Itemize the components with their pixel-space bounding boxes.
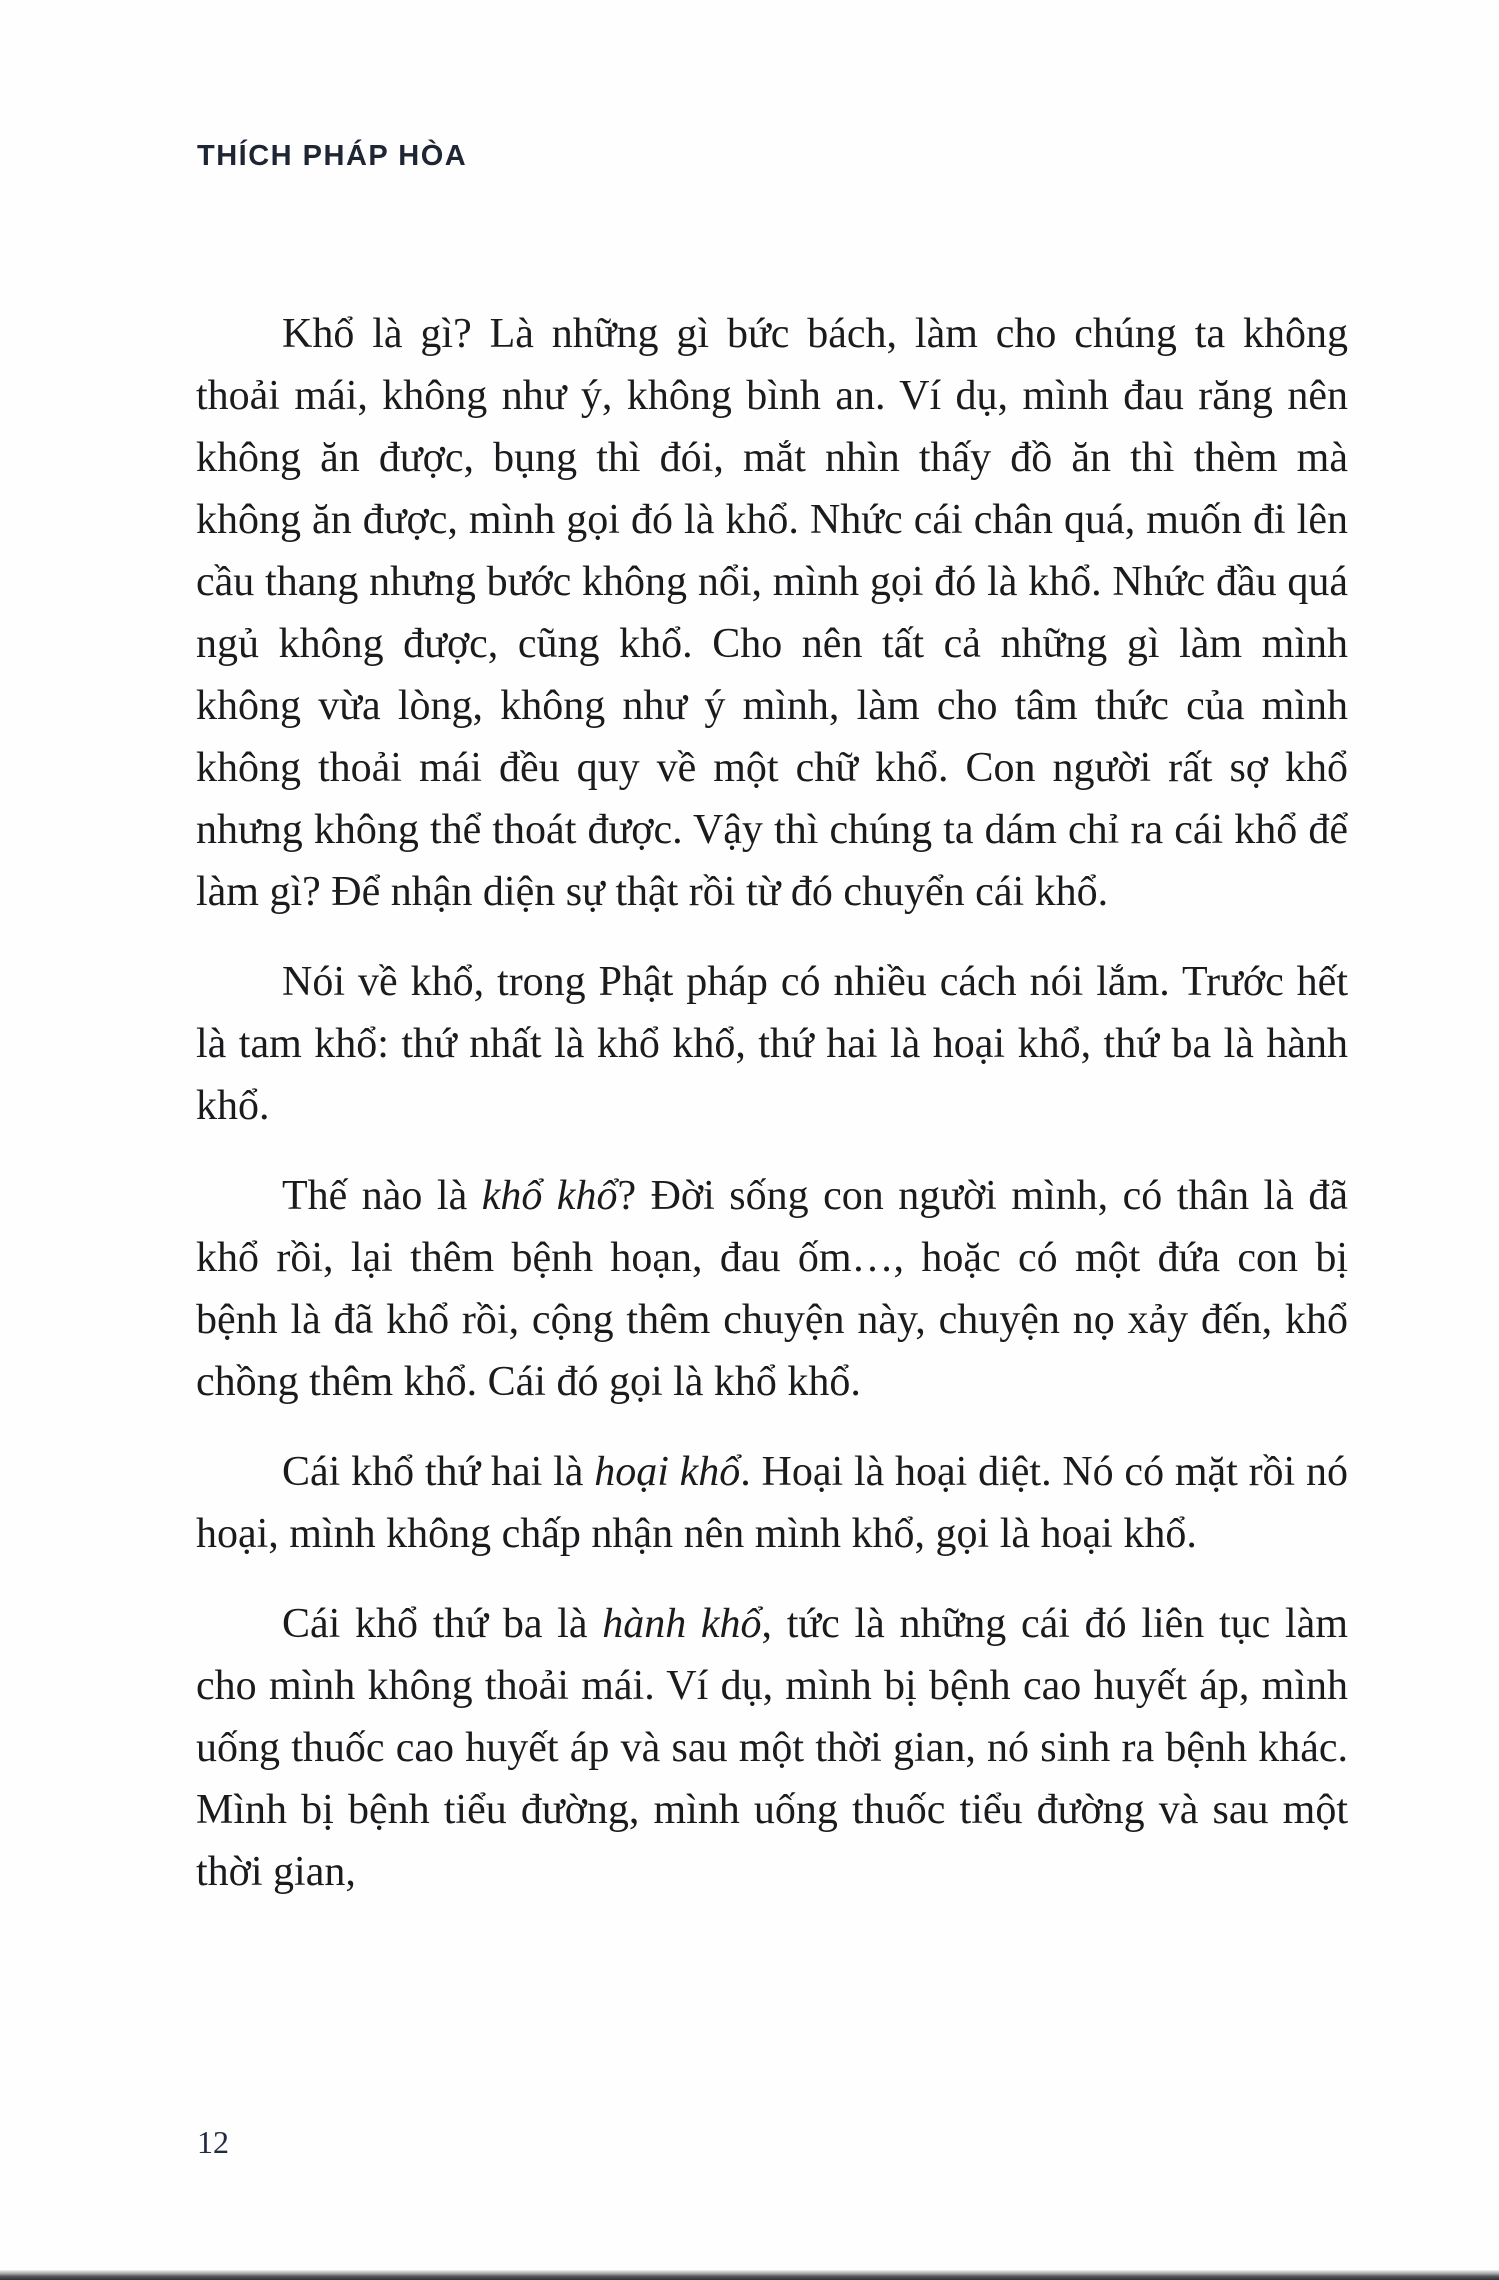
paragraph [196, 1165, 1348, 1413]
paragraph [196, 951, 1348, 1137]
italic-term: hoại khổ [594, 1449, 741, 1495]
paragraph-segment: . Hoại là hoại diệt. Nó có mặt rồi nó hoại, mình không chấp nhận nên mình khổ, gọi là hoại khổ. [196, 1449, 1348, 1557]
paragraph-segment: , tức là những cái đó liên tục làm cho mình không thoải mái. Ví dụ, mình bị bệnh cao huyết áp, mình uống thuốc cao huyết áp và sau một thời gian, nó sinh ra bệnh khác. Mình bị bệnh tiểu đường, mình uống thuốc tiểu đường và sau một thời gian, [196, 1601, 1348, 1895]
paragraph [196, 1441, 1348, 1565]
body-text [196, 303, 1348, 1903]
paragraph-segment: Cái khổ thứ ba là [282, 1601, 603, 1647]
page-number: 12 [197, 2124, 229, 2160]
paragraph [196, 303, 1348, 923]
paragraph [196, 1593, 1348, 1903]
italic-term: hành khổ [602, 1601, 762, 1647]
italic-term: khổ khổ [481, 1173, 618, 1219]
paragraph-segment: Khổ là gì? Là những gì bức bách, làm cho chúng ta không thoải mái, không như ý, không bình an. Ví dụ, mình đau răng nên không ăn được, bụng thì đói, mắt nhìn thấy đồ ăn thì thèm mà không ăn được, mình gọi đó là khổ. Nhức cái chân quá, muốn đi lên cầu thang nhưng bước không nổi, mình gọi đó là khổ. Nhức đầu quá ngủ không được, cũng khổ. Cho nên tất cả những gì làm mình không vừa lòng, không như ý mình, làm cho tâm thức của mình không thoải mái đều quy về một chữ khổ. Con người rất sợ khổ nhưng không thể thoát được. Vậy thì chúng ta dám chỉ ra cái khổ để làm gì? Để nhận diện sự thật rồi từ đó chuyển cái khổ. [196, 311, 1348, 915]
running-header: THÍCH PHÁP HÒA [197, 140, 468, 172]
paragraph-segment: Nói về khổ, trong Phật pháp có nhiều cách nói lắm. Trước hết là tam khổ: thứ nhất là khổ khổ, thứ hai là hoại khổ, thứ ba là hành khổ. [196, 959, 1348, 1129]
paragraph-segment: Cái khổ thứ hai là [282, 1449, 595, 1495]
paragraph-segment: Thế nào là [282, 1173, 482, 1219]
paragraph-segment: ? Đời sống con người mình, có thân là đã khổ rồi, lại thêm bệnh hoạn, đau ốm…, hoặc có một đứa con bị bệnh là đã khổ rồi, cộng thêm chuyện này, chuyện nọ xảy đến, khổ chồng thêm khổ. Cái đó gọi là khổ khổ. [196, 1173, 1348, 1405]
scan-edge-bar [0, 2270, 1499, 2280]
